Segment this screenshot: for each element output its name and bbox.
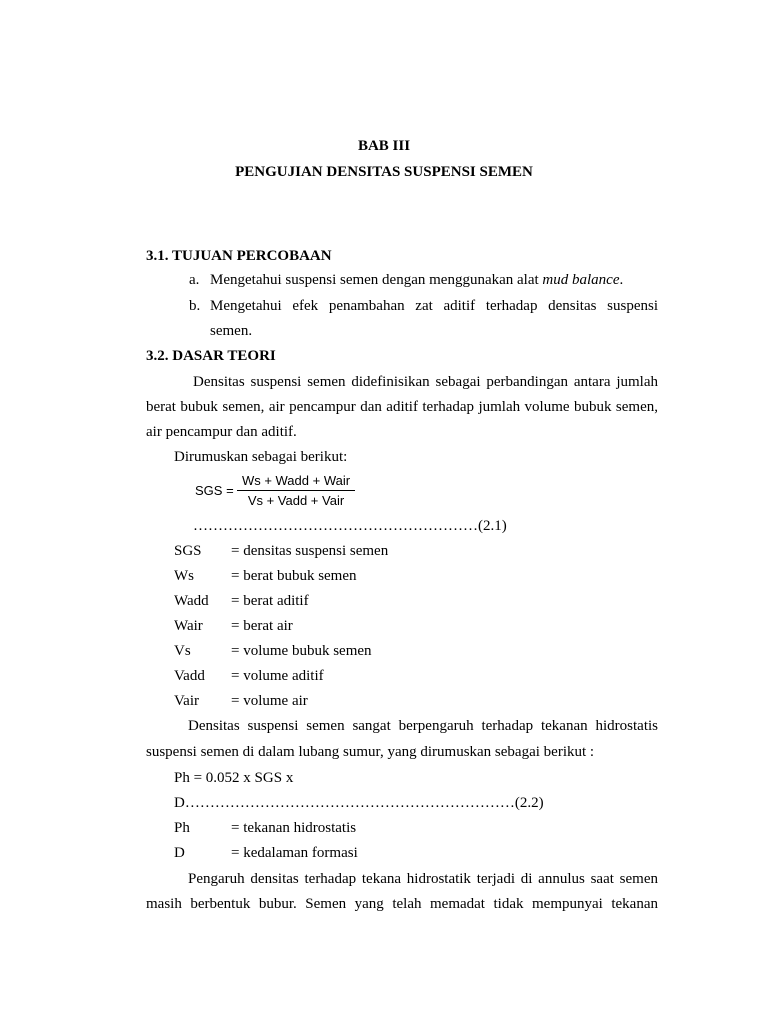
- definition-text: = volume air: [231, 693, 308, 709]
- list-item-a-italic: mud balance: [542, 272, 620, 288]
- formula-1-leader: [193, 517, 507, 535]
- paragraph-2-line2: suspensi semen di dalam lubang sumur, yang dirumuskan sebagai berikut :: [146, 744, 595, 760]
- paragraph-1-line3: air pencampur dan aditif.: [146, 424, 297, 440]
- definition-text: = kedalaman formasi: [231, 845, 358, 861]
- formula-1-dots: …………………………………………………: [193, 518, 478, 534]
- chapter-number: BAB III: [357, 138, 411, 154]
- formula-2-start: D: [174, 795, 185, 811]
- definition-symbol: Vs: [174, 643, 191, 659]
- definition-text: = tekanan hidrostatis: [231, 820, 357, 836]
- definition-symbol: Wadd: [174, 593, 209, 609]
- section-heading-dasar-teori: 3.2. DASAR TEORI: [146, 348, 276, 364]
- paragraph-2-line1: Densitas suspensi semen sangat berpengaruh terhadap tekanan hidrostatis: [188, 718, 658, 734]
- formula-2-line2: [174, 794, 554, 812]
- list-item-b-line2: semen.: [210, 323, 253, 339]
- definition-symbol: D: [174, 845, 185, 861]
- list-item-a-marker: a.: [189, 272, 200, 288]
- definition-text: = volume aditif: [231, 668, 324, 684]
- definition-text: = densitas suspensi semen: [231, 543, 389, 559]
- section-heading-tujuan: 3.1. TUJUAN PERCOBAAN: [146, 248, 332, 264]
- paragraph-3-line1: Pengaruh densitas terhadap tekana hidrostatik terjadi di annulus saat semen: [188, 871, 658, 887]
- definition-symbol: Vadd: [174, 668, 205, 684]
- formula-2-dots: …………………………………………………………: [184, 795, 515, 811]
- definition-symbol: Wair: [174, 618, 203, 634]
- formula-denominator: Vs + Vadd + Vair: [247, 493, 345, 508]
- chapter-title: PENGUJIAN DENSITAS SUSPENSI SEMEN: [235, 164, 533, 180]
- definition-text: = berat air: [231, 618, 293, 634]
- definition-symbol: SGS: [174, 543, 202, 559]
- list-item-a: [210, 271, 623, 289]
- definition-symbol: Ws: [174, 568, 194, 584]
- formula-1-number: (2.1): [478, 518, 507, 534]
- formula-numerator: Ws + Wadd + Wair: [241, 473, 351, 488]
- paragraph-3-line2: masih berbentuk bubur. Semen yang telah memadat tidak mempunyai tekanan: [146, 896, 658, 912]
- definition-text: = berat aditif: [231, 593, 309, 609]
- list-item-a-end: .: [619, 272, 624, 288]
- formula-lhs: SGS =: [195, 483, 234, 498]
- paragraph-1-line2: berat bubuk semen, air pencampur dan aditif terhadap jumlah volume bubuk semen,: [146, 399, 658, 415]
- formula-intro: Dirumuskan sebagai berikut:: [174, 449, 348, 465]
- formula-2-line1: Ph = 0.052 x SGS x: [174, 770, 294, 786]
- list-item-a-text: Mengetahui suspensi semen dengan menggunakan alat: [210, 272, 543, 288]
- formula-2-number: (2.2): [514, 795, 544, 811]
- fraction-bar: [237, 490, 355, 491]
- definition-symbol: Ph: [174, 820, 190, 836]
- list-item-b-line1: Mengetahui efek penambahan zat aditif terhadap densitas suspensi: [210, 298, 658, 314]
- definition-text: = volume bubuk semen: [231, 643, 372, 659]
- paragraph-1-line1: Densitas suspensi semen didefinisikan sebagai perbandingan antara jumlah: [193, 374, 658, 390]
- list-item-b-marker: b.: [189, 298, 201, 314]
- definition-symbol: Vair: [174, 693, 199, 709]
- definition-text: = berat bubuk semen: [231, 568, 357, 584]
